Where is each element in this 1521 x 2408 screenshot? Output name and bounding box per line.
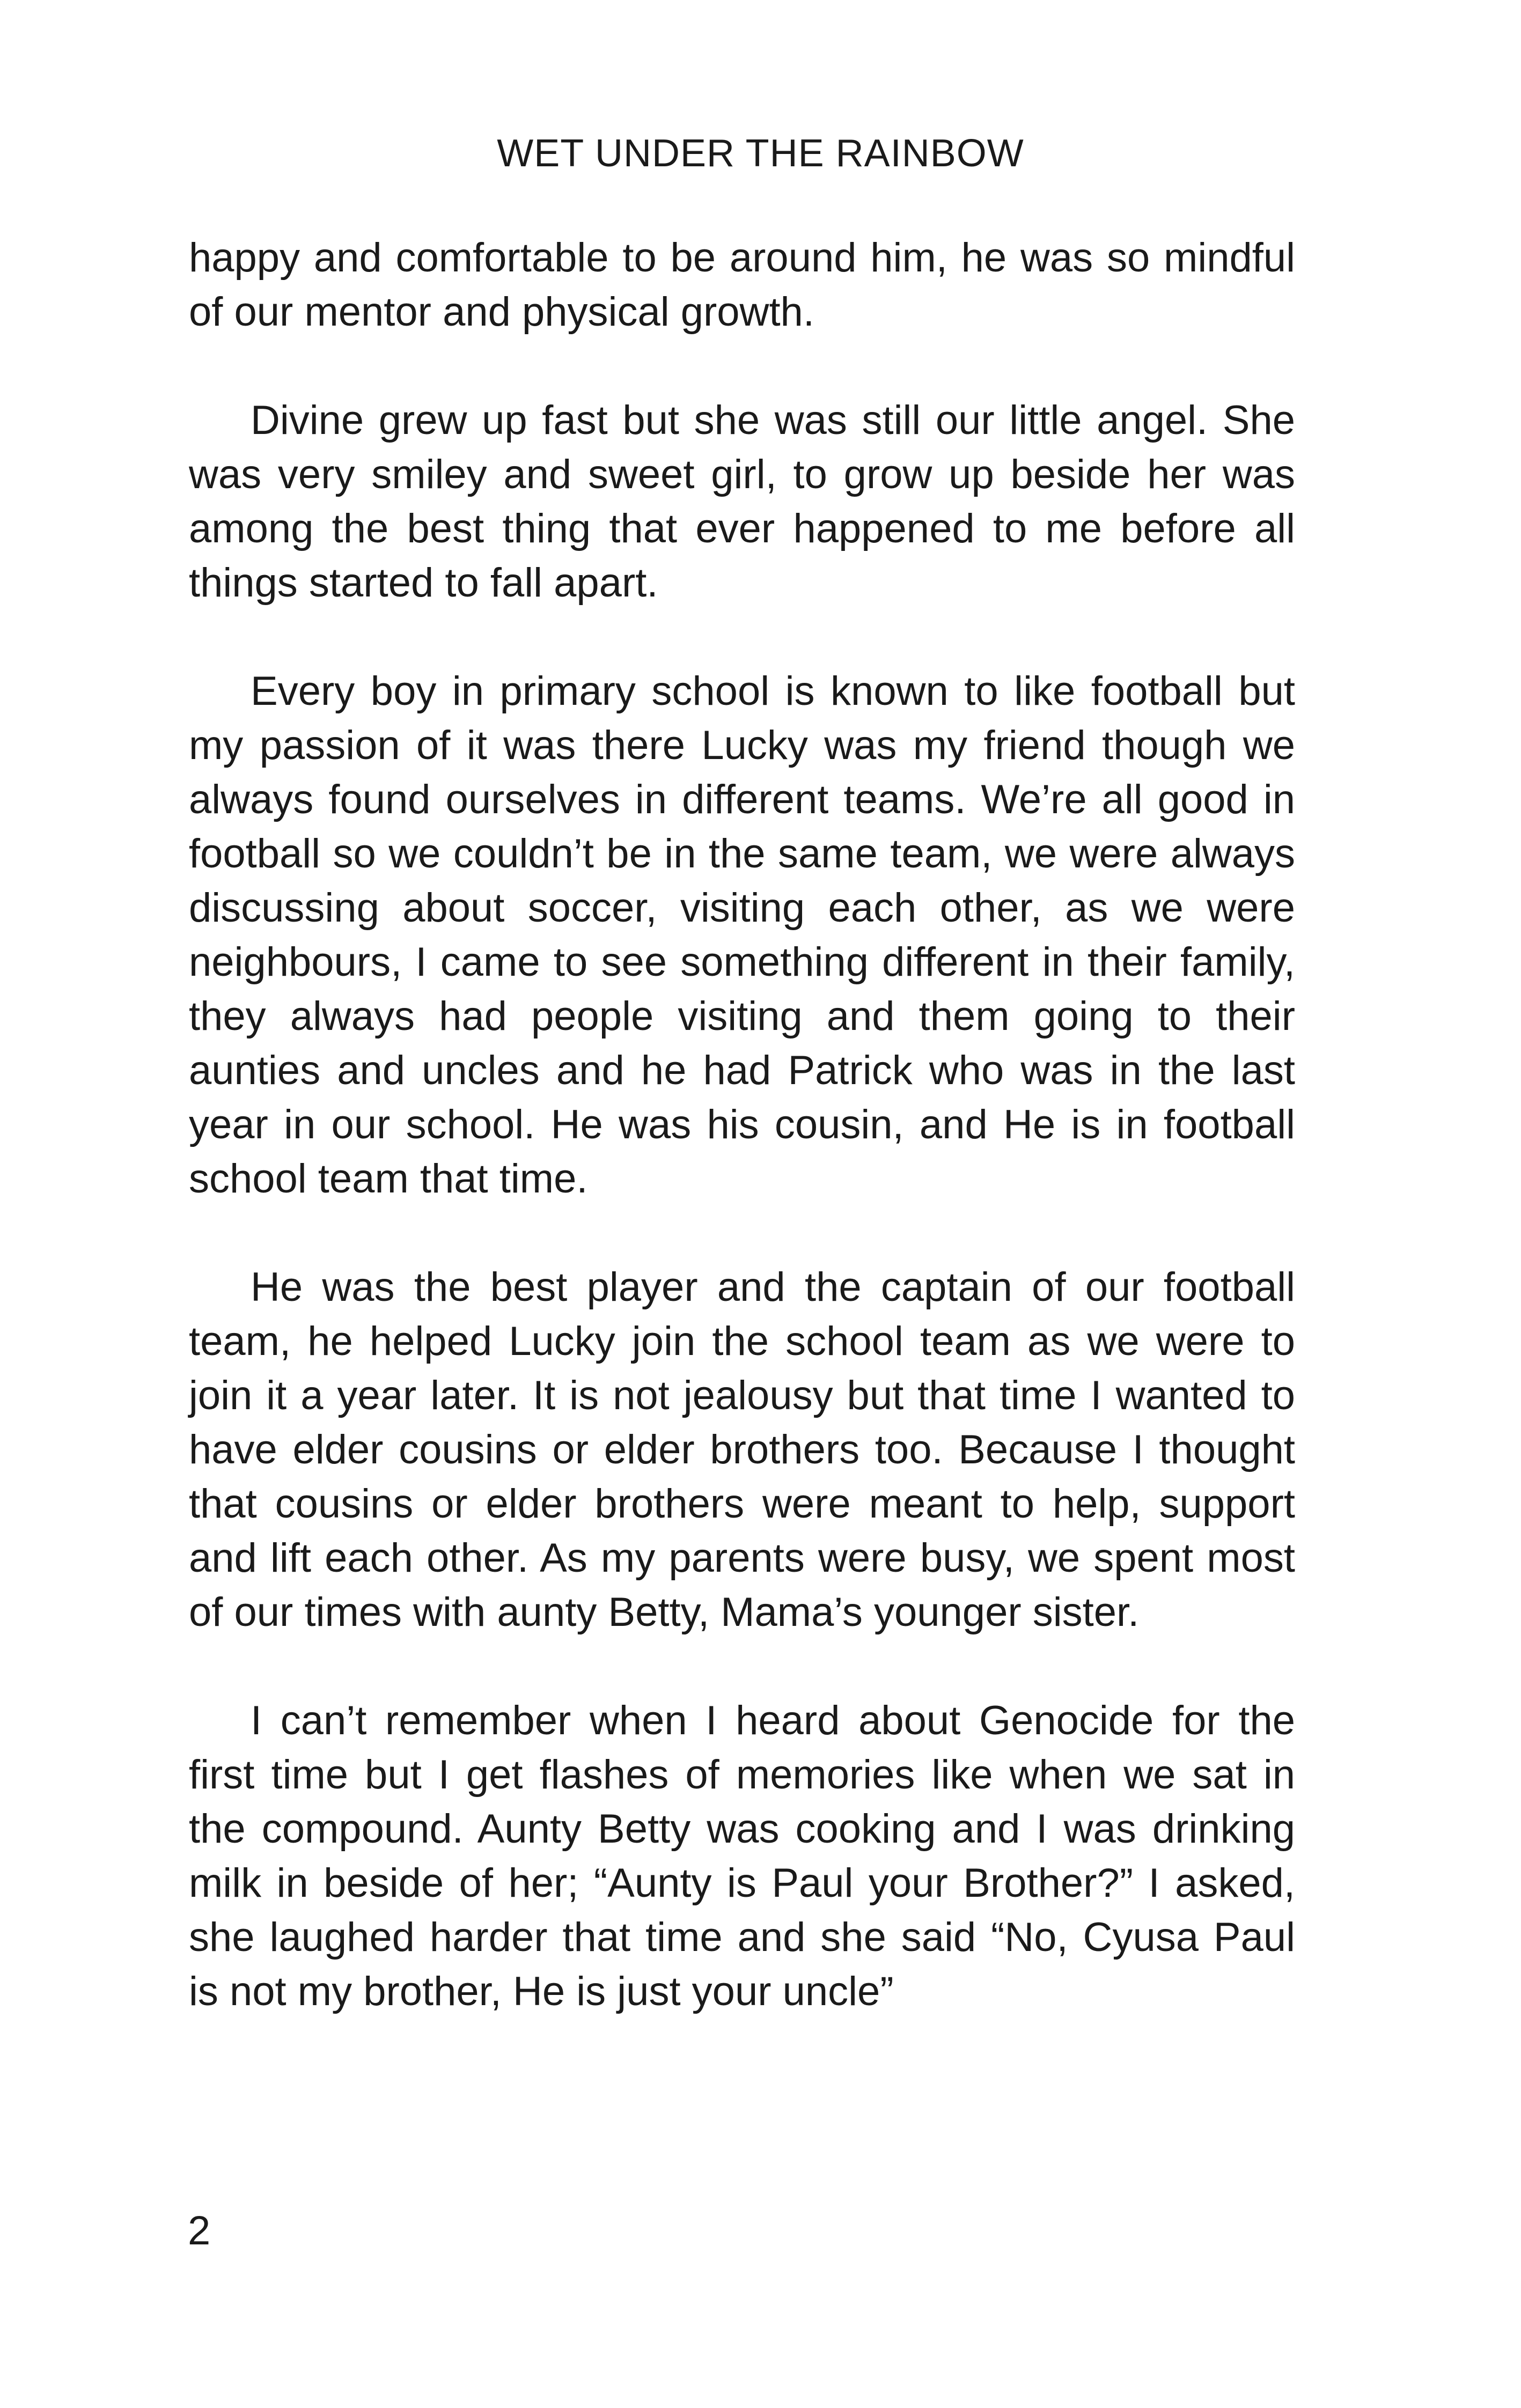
paragraph: Every boy in primary school is known to like football but my passion of it was there Lucky was my friend though we always found ourselves in different teams. We’re all good in football so we couldn’t be in the same team, we were always discussing about soccer, visiting each other, as we were neighbours, I came to see something different in their family, they always had people visiting and them going to their aunties and uncles and he had Patrick who was in the last year in our school. He was his cousin, and He is in football school team that time. [189, 668, 1295, 1202]
paragraph: He was the best player and the captain of our football team, he helped Lucky join the school team as we were to join it a year later. It is not jealousy but that time I wanted to have elder cousins or elder brothers too. Because I thought that cousins or elder brothers were meant to help, support and lift each other. As my parents were busy, we spent most of our times with aunty Betty, Mama’s younger sister. [189, 1264, 1295, 1635]
running-header: WET UNDER THE RAINBOW [497, 132, 1024, 175]
paragraph-continued: happy and comfortable to be around him, he was so mindful of our mentor and physical growth. [189, 235, 1295, 335]
paragraph: Divine grew up fast but she was still our little angel. She was very smiley and sweet girl, to grow up beside her was among the best thing that ever happened to me before all things started to fall apart. [189, 397, 1295, 606]
paragraph: I can’t remember when I heard about Genocide for the first time but I get flashes of memories like when we sat in the compound. Aunty Betty was cooking and I was drinking milk in beside of her; “Aunty is Paul your Brother?” I asked, she laughed harder that time and she said “No, Cyusa Paul is not my brother, He is just your uncle” [189, 1698, 1295, 2014]
page-body [189, 231, 1295, 2019]
page-number: 2 [188, 2208, 211, 2254]
